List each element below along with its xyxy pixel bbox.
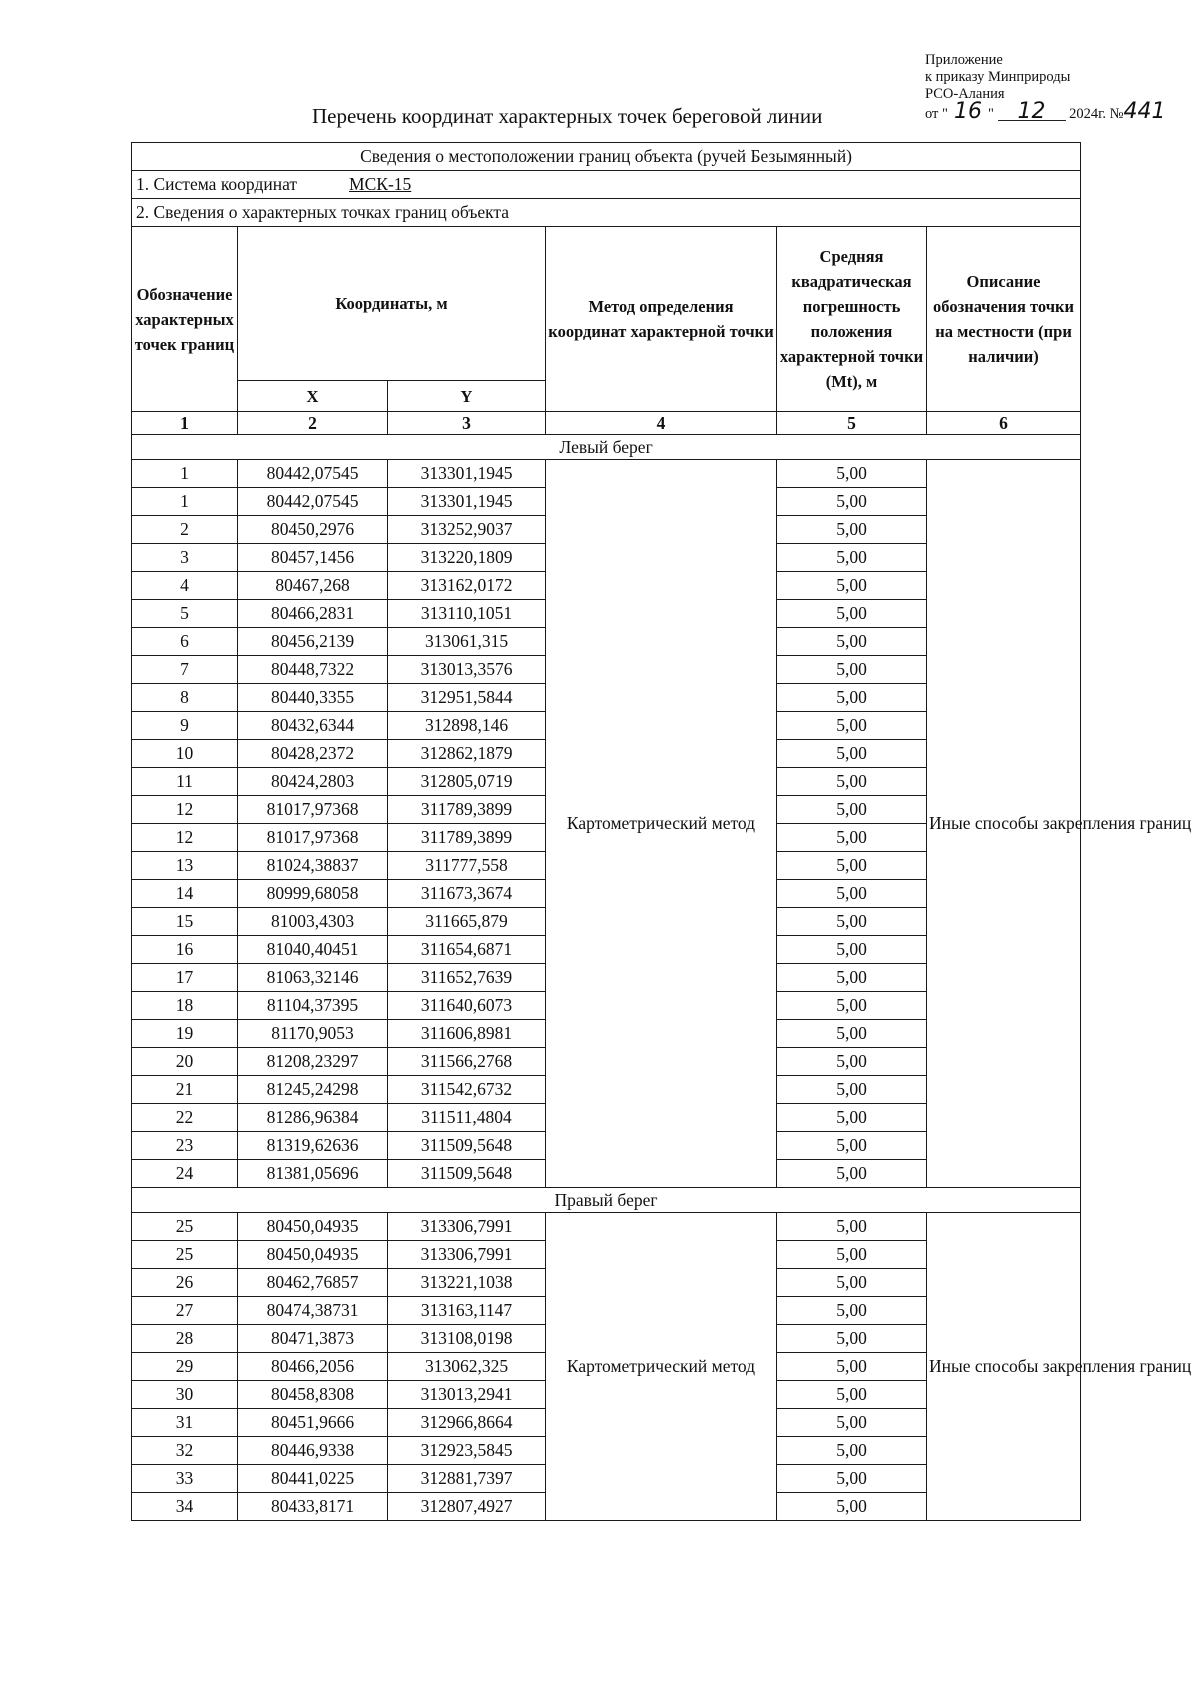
coord-x: 80440,3355 [238, 684, 388, 712]
point-number: 19 [132, 1020, 238, 1048]
coord-y: 312923,5845 [388, 1437, 546, 1465]
coord-y: 313301,1945 [388, 460, 546, 488]
header-description: Описание обозначения точки на местности (при наличии) [927, 227, 1081, 412]
coord-x: 80456,2139 [238, 628, 388, 656]
page-title: Перечень координат характерных точек береговой линии [312, 104, 823, 128]
point-number: 31 [132, 1409, 238, 1437]
right-bank-description: Иные способы закрепления границ [927, 1213, 1081, 1521]
point-number: 27 [132, 1297, 238, 1325]
point-number: 8 [132, 684, 238, 712]
coord-x: 81286,96384 [238, 1104, 388, 1132]
coord-y: 311654,6871 [388, 936, 546, 964]
error-mt: 5,00 [777, 768, 927, 796]
left-bank-title-row [132, 435, 1081, 460]
coord-x: 81245,24298 [238, 1076, 388, 1104]
coord-y: 311640,6073 [388, 992, 546, 1020]
error-mt: 5,00 [777, 1297, 927, 1325]
error-mt: 5,00 [777, 992, 927, 1020]
coord-system-label: 1. Система координат [136, 174, 298, 194]
coord-x: 81208,23297 [238, 1048, 388, 1076]
coord-y: 311566,2768 [388, 1048, 546, 1076]
column-number-5: 5 [777, 412, 927, 435]
coord-y: 313306,7991 [388, 1213, 546, 1241]
point-number: 10 [132, 740, 238, 768]
coord-x: 81040,40451 [238, 936, 388, 964]
point-number: 23 [132, 1132, 238, 1160]
coord-x: 80462,76857 [238, 1269, 388, 1297]
points-label: 2. Сведения о характерных точках границ объекта [132, 199, 1081, 227]
coord-y: 312966,8664 [388, 1409, 546, 1437]
header-y: Y [388, 381, 546, 412]
coord-y: 311509,5648 [388, 1160, 546, 1188]
point-number: 6 [132, 628, 238, 656]
coord-y: 311542,6732 [388, 1076, 546, 1104]
appendix-block [925, 52, 1164, 123]
coord-x: 80448,7322 [238, 656, 388, 684]
coord-y: 312881,7397 [388, 1465, 546, 1493]
column-number-2: 2 [238, 412, 388, 435]
appendix-line-1: Приложение [925, 52, 1003, 68]
coord-y: 312862,1879 [388, 740, 546, 768]
coord-x: 81003,4303 [238, 908, 388, 936]
point-number: 11 [132, 768, 238, 796]
coord-x: 80450,04935 [238, 1241, 388, 1269]
point-number: 9 [132, 712, 238, 740]
coord-system-row [132, 171, 1081, 199]
point-number: 26 [132, 1269, 238, 1297]
table-row [132, 460, 1081, 488]
point-number: 1 [132, 488, 238, 516]
column-number-4: 4 [546, 412, 777, 435]
coord-x: 80466,2056 [238, 1353, 388, 1381]
point-number: 15 [132, 908, 238, 936]
coord-y: 313061,315 [388, 628, 546, 656]
column-number-6: 6 [927, 412, 1081, 435]
error-mt: 5,00 [777, 684, 927, 712]
right-bank-title: Правый берег [132, 1188, 1081, 1213]
point-number: 12 [132, 796, 238, 824]
section-title-row [132, 143, 1081, 171]
error-mt: 5,00 [777, 964, 927, 992]
header-method: Метод определения координат характерной точки [546, 227, 777, 412]
coord-x: 80441,0225 [238, 1465, 388, 1493]
column-number-1: 1 [132, 412, 238, 435]
header-coordinates: Координаты, м [238, 227, 546, 381]
point-number: 17 [132, 964, 238, 992]
error-mt: 5,00 [777, 600, 927, 628]
error-mt: 5,00 [777, 908, 927, 936]
error-mt: 5,00 [777, 796, 927, 824]
coord-y: 312898,146 [388, 712, 546, 740]
section-title: Сведения о местоположении границ объекта (ручей Безымянный) [132, 143, 1081, 171]
coord-x: 80446,9338 [238, 1437, 388, 1465]
point-number: 13 [132, 852, 238, 880]
error-mt: 5,00 [777, 516, 927, 544]
coord-y: 313013,2941 [388, 1381, 546, 1409]
coord-y: 313163,1147 [388, 1297, 546, 1325]
point-number: 3 [132, 544, 238, 572]
coord-y: 311511,4804 [388, 1104, 546, 1132]
point-number: 28 [132, 1325, 238, 1353]
right-bank-method: Картометрический метод [546, 1213, 777, 1521]
appendix-line-3: РСО-Алания [925, 86, 1005, 102]
point-number: 25 [132, 1213, 238, 1241]
error-mt: 5,00 [777, 544, 927, 572]
point-number: 2 [132, 516, 238, 544]
point-number: 30 [132, 1381, 238, 1409]
coord-x: 80466,2831 [238, 600, 388, 628]
point-number: 32 [132, 1437, 238, 1465]
point-number: 25 [132, 1241, 238, 1269]
header-row [132, 227, 1081, 381]
coord-y: 311652,7639 [388, 964, 546, 992]
point-number: 4 [132, 572, 238, 600]
error-mt: 5,00 [777, 1048, 927, 1076]
coordinates-table [131, 142, 1192, 1521]
point-number: 7 [132, 656, 238, 684]
error-mt: 5,00 [777, 1241, 927, 1269]
point-number: 1 [132, 460, 238, 488]
right-bank-title-row [132, 1188, 1081, 1213]
coord-x: 80999,68058 [238, 880, 388, 908]
coord-x: 81017,97368 [238, 796, 388, 824]
order-day-handwritten: 16 [953, 99, 982, 124]
error-mt: 5,00 [777, 1409, 927, 1437]
coord-y: 311789,3899 [388, 796, 546, 824]
coord-x: 80474,38731 [238, 1297, 388, 1325]
coord-system-value: МСК-15 [349, 174, 412, 194]
error-mt: 5,00 [777, 1076, 927, 1104]
point-number: 12 [132, 824, 238, 852]
coord-y: 313062,325 [388, 1353, 546, 1381]
appendix-order-line [925, 99, 1166, 124]
coord-y: 311509,5648 [388, 1132, 546, 1160]
coord-y: 313162,0172 [388, 572, 546, 600]
coord-x: 80457,1456 [238, 544, 388, 572]
error-mt: 5,00 [777, 1020, 927, 1048]
left-bank-title: Левый берег [132, 435, 1081, 460]
coord-x: 80442,07545 [238, 460, 388, 488]
coord-y: 311789,3899 [388, 824, 546, 852]
coord-x: 80450,2976 [238, 516, 388, 544]
column-number-3: 3 [388, 412, 546, 435]
appendix-line-2: к приказу Минприроды [925, 69, 1071, 85]
coord-y: 312807,4927 [388, 1493, 546, 1521]
order-month-handwritten: 12 [998, 103, 1066, 121]
quote-open: " [942, 106, 948, 122]
error-mt: 5,00 [777, 852, 927, 880]
error-mt: 5,00 [777, 824, 927, 852]
order-year-label: 2024г. № [1069, 106, 1124, 122]
coord-x: 81104,37395 [238, 992, 388, 1020]
coord-x: 80467,268 [238, 572, 388, 600]
error-mt: 5,00 [777, 1132, 927, 1160]
error-mt: 5,00 [777, 656, 927, 684]
error-mt: 5,00 [777, 572, 927, 600]
coord-x: 80450,04935 [238, 1213, 388, 1241]
coord-x: 81381,05696 [238, 1160, 388, 1188]
quote-close: " [987, 106, 994, 122]
coord-y: 313013,3576 [388, 656, 546, 684]
coord-y: 313221,1038 [388, 1269, 546, 1297]
coord-x: 80428,2372 [238, 740, 388, 768]
coord-x: 80433,8171 [238, 1493, 388, 1521]
coord-y: 313252,9037 [388, 516, 546, 544]
header-x: X [238, 381, 388, 412]
error-mt: 5,00 [777, 1437, 927, 1465]
point-number: 22 [132, 1104, 238, 1132]
coord-x: 81063,32146 [238, 964, 388, 992]
error-mt: 5,00 [777, 1325, 927, 1353]
error-mt: 5,00 [777, 1493, 927, 1521]
coord-x: 81024,38837 [238, 852, 388, 880]
point-number: 24 [132, 1160, 238, 1188]
left-bank-method: Картометрический метод [546, 460, 777, 1188]
point-number: 20 [132, 1048, 238, 1076]
point-number: 14 [132, 880, 238, 908]
point-number: 5 [132, 600, 238, 628]
error-mt: 5,00 [777, 460, 927, 488]
coord-y: 311606,8981 [388, 1020, 546, 1048]
error-mt: 5,00 [777, 1381, 927, 1409]
coord-y: 313306,7991 [388, 1241, 546, 1269]
coord-x: 80471,3873 [238, 1325, 388, 1353]
left-bank-description: Иные способы закрепления границ [927, 460, 1081, 1188]
point-number: 33 [132, 1465, 238, 1493]
coord-y: 312805,0719 [388, 768, 546, 796]
coord-x: 81017,97368 [238, 824, 388, 852]
coord-y: 313301,1945 [388, 488, 546, 516]
error-mt: 5,00 [777, 628, 927, 656]
header-point-designation: Обозначение характерных точек границ [132, 227, 238, 412]
order-number-handwritten: 441 [1123, 99, 1166, 124]
coord-y: 313108,0198 [388, 1325, 546, 1353]
points-label-row [132, 199, 1081, 227]
error-mt: 5,00 [777, 488, 927, 516]
column-numbers-row [132, 412, 1081, 435]
error-mt: 5,00 [777, 1213, 927, 1241]
order-from-label: от [925, 106, 939, 122]
coord-x: 80458,8308 [238, 1381, 388, 1409]
coord-system-cell [132, 171, 1081, 199]
coord-x: 80442,07545 [238, 488, 388, 516]
coord-y: 311777,558 [388, 852, 546, 880]
error-mt: 5,00 [777, 1465, 927, 1493]
coord-y: 313220,1809 [388, 544, 546, 572]
error-mt: 5,00 [777, 712, 927, 740]
point-number: 16 [132, 936, 238, 964]
coord-y: 313110,1051 [388, 600, 546, 628]
point-number: 18 [132, 992, 238, 1020]
error-mt: 5,00 [777, 1353, 927, 1381]
point-number: 29 [132, 1353, 238, 1381]
point-number: 34 [132, 1493, 238, 1521]
coord-y: 311673,3674 [388, 880, 546, 908]
table-row [132, 1213, 1081, 1241]
coord-x: 80432,6344 [238, 712, 388, 740]
header-error: Средняя квадратическая погрешность положения характерной точки (Mt), м [777, 227, 927, 412]
coord-y: 311665,879 [388, 908, 546, 936]
coord-x: 81319,62636 [238, 1132, 388, 1160]
point-number: 21 [132, 1076, 238, 1104]
error-mt: 5,00 [777, 936, 927, 964]
coord-x: 80424,2803 [238, 768, 388, 796]
error-mt: 5,00 [777, 1269, 927, 1297]
error-mt: 5,00 [777, 740, 927, 768]
coord-x: 81170,9053 [238, 1020, 388, 1048]
coord-y: 312951,5844 [388, 684, 546, 712]
error-mt: 5,00 [777, 880, 927, 908]
coord-x: 80451,9666 [238, 1409, 388, 1437]
error-mt: 5,00 [777, 1104, 927, 1132]
error-mt: 5,00 [777, 1160, 927, 1188]
